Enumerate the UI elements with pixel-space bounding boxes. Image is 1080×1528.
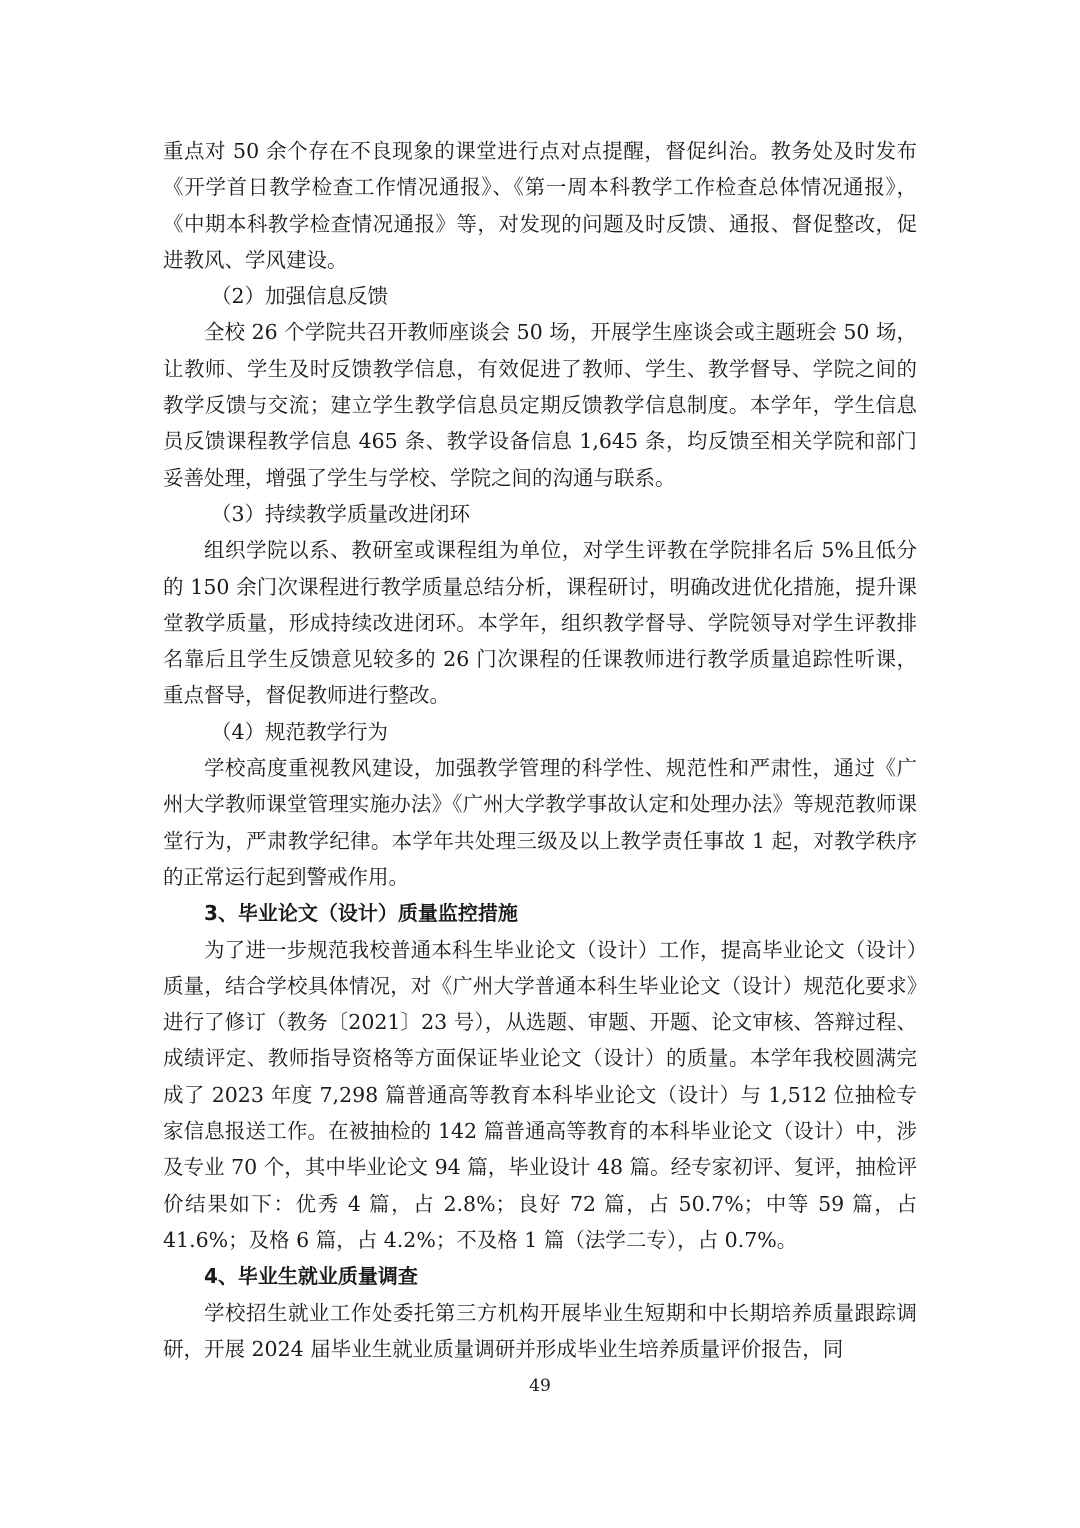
heading-employment-survey: 4、毕业生就业质量调查 [204,1264,418,1289]
paragraph-teaching-conduct: 学校高度重视教风建设，加强教学管理的科学性、规范性和严肃性，通过《广州大学教师课堂管理实施办法》《广州大学教学事故认定和处理办法》等规范教师课堂行为，严肃教学纪律。本学年共处理三级及以上教学责任事故 1 起，对教学秩序的正常运行起到警戒作用。 [163,756,917,889]
paragraph-continuation: 重点对 50 余个存在不良现象的课堂进行点对点提醒，督促纠治。教务处及时发布《开学首日教学检查工作情况通报》、《第一周本科教学工作检查总体情况通报》，《中期本科教学检查情况通报》等，对发现的问题及时反馈、通报、督促整改，促进教风、学风建设。 [163,139,917,272]
page-content [163,133,917,1367]
page-number: 49 [529,1376,551,1396]
paragraph-info-feedback: 全校 26 个学院共召开教师座谈会 50 场，开展学生座谈会或主题班会 50 场，让教师、学生及时反馈教学信息，有效促进了教师、学生、教学督导、学院之间的教学反馈与交流；建立学生教学信息员定期反馈教学信息制度。本学年，学生信息员反馈课程教学信息 465 条、教学设备信息 1,645 条，均反馈至相关学院和部门妥善处理，增强了学生与学校、学院之间的沟通与联系。 [163,320,917,490]
paragraph-quality-loop: 组织学院以系、教研室或课程组为单位，对学生评教在学院排名后 5%且低分的 150 余门次课程进行教学质量总结分析，课程研讨，明确改进优化措施，提升课堂教学质量，形成持续改进闭环。本学年，组织教学督导、学院领导对学生评教排名靠后且学生反馈意见较多的 26 门次课程的任课教师进行教学质量追踪性听课，重点督导，督促教师进行整改。 [163,538,917,708]
subheading-quality-loop: （3）持续教学质量改进闭环 [211,501,471,526]
heading-thesis-quality: 3、毕业论文（设计）质量监控措施 [204,901,518,926]
subheading-info-feedback: （2）加强信息反馈 [211,284,389,309]
paragraph-employment-survey: 学校招生就业工作处委托第三方机构开展毕业生短期和中长期培养质量跟踪调研，开展 2024 届毕业生就业质量调研并形成毕业生培养质量评价报告，同 [163,1300,917,1361]
paragraph-thesis-quality: 为了进一步规范我校普通本科生毕业论文（设计）工作，提高毕业论文（设计）质量，结合学校具体情况，对《广州大学普通本科生毕业论文（设计）规范化要求》进行了修订（教务〔2021〕23 号），从选题、审题、开题、论文审核、答辩过程、成绩评定、教师指导资格等方面保证毕业论文（设计）的质量。本学年我校圆满完成了 2023 年度 7,298 篇普通高等教育本科毕业论文（设计）与 1,512 位抽检专家信息报送工作。在被抽检的 142 篇普通高等教育的本科毕业论文（设计）中，涉及专业 70 个，其中毕业论文 94 篇，毕业设计 48 篇。经专家初评、复评，抽检评价结果如下：优秀 4 篇，占 2.8%；良好 72 篇，占 50.7%；中等 59 篇，占 41.6%；及格 6 篇，占 4.2%；不及格 1 篇（法学二专），占 0.7%。 [163,937,917,1252]
subheading-teaching-conduct: （4）规范教学行为 [211,719,389,744]
